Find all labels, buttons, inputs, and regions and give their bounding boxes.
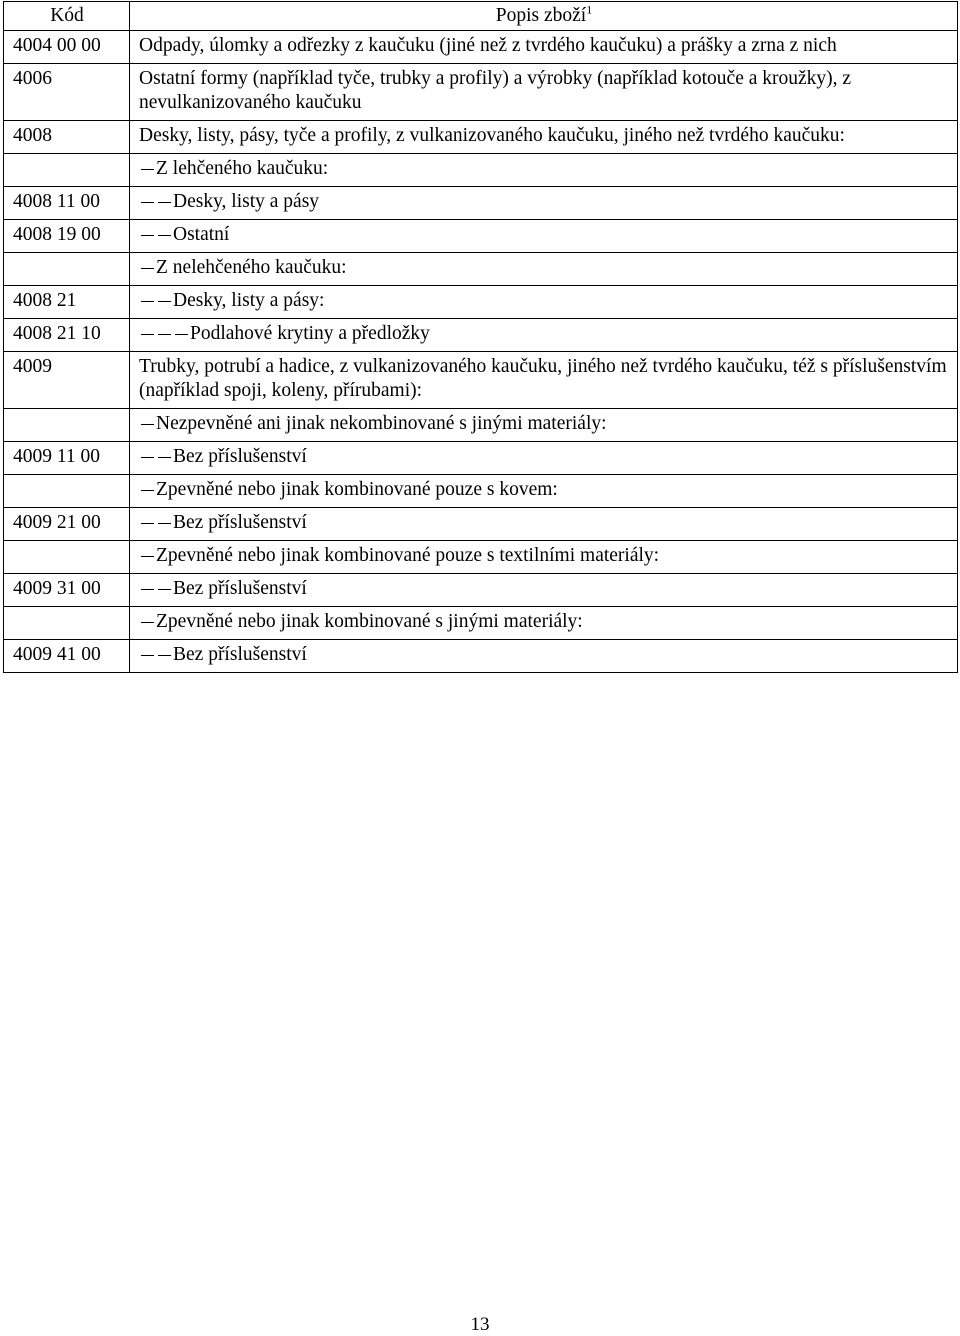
table-header xyxy=(4,2,958,31)
code-cell: 4006 xyxy=(4,64,130,121)
table-row xyxy=(4,442,958,475)
table-row xyxy=(4,64,958,121)
description-cell xyxy=(130,508,958,541)
indent-dash xyxy=(156,197,173,207)
code-cell: 4008 xyxy=(4,121,130,154)
table-row xyxy=(4,541,958,574)
indent-dash xyxy=(139,452,156,462)
table-row xyxy=(4,409,958,442)
code-cell: 4009 11 00 xyxy=(4,442,130,475)
table-body xyxy=(4,31,958,673)
description-cell xyxy=(130,253,958,286)
description-cell xyxy=(130,640,958,673)
code-cell xyxy=(4,541,130,574)
description-text: Z nelehčeného kaučuku: xyxy=(156,257,347,278)
indent-dash xyxy=(139,230,156,240)
indent-dash xyxy=(156,230,173,240)
indent-dash xyxy=(139,263,156,273)
description-cell xyxy=(130,574,958,607)
indent-dash xyxy=(156,329,173,339)
table-row xyxy=(4,352,958,409)
indent-dash xyxy=(139,197,156,207)
indent-dash xyxy=(139,329,156,339)
code-cell: 4008 11 00 xyxy=(4,187,130,220)
table-row xyxy=(4,475,958,508)
indent-dash xyxy=(156,296,173,306)
description-text: Ostatní formy (například tyče, trubky a profily) a výrobky (například kotouče a kroužky), z nevulkanizovaného kaučuku xyxy=(139,68,852,113)
description-cell xyxy=(130,154,958,187)
table-row xyxy=(4,253,958,286)
header-description-label: Popis zboží xyxy=(495,5,587,26)
code-cell: 4004 00 00 xyxy=(4,31,130,64)
page-number: 13 xyxy=(470,1314,490,1335)
description-cell xyxy=(130,121,958,154)
code-cell xyxy=(4,253,130,286)
table-row xyxy=(4,286,958,319)
description-cell xyxy=(130,286,958,319)
indent-dash xyxy=(139,485,156,495)
description-text: Ostatní xyxy=(173,224,230,245)
indent-dash xyxy=(139,551,156,561)
indent-dash xyxy=(156,584,173,594)
indent-dash xyxy=(139,164,156,174)
code-cell xyxy=(4,607,130,640)
indent-dash xyxy=(139,296,156,306)
description-cell xyxy=(130,319,958,352)
code-cell: 4009 xyxy=(4,352,130,409)
description-text: Odpady, úlomky a odřezky z kaučuku (jiné než z tvrdého kaučuku) a prášky a zrna z nich xyxy=(139,35,837,56)
description-cell xyxy=(130,31,958,64)
indent-dash xyxy=(139,650,156,660)
table-row xyxy=(4,640,958,673)
table-row xyxy=(4,508,958,541)
description-text: Desky, listy a pásy: xyxy=(173,290,325,311)
table-row xyxy=(4,154,958,187)
code-cell xyxy=(4,409,130,442)
indent-dash xyxy=(156,518,173,528)
table-row xyxy=(4,121,958,154)
table-row xyxy=(4,31,958,64)
description-text: Bez příslušenství xyxy=(173,512,307,533)
goods-table xyxy=(3,1,958,673)
table-row xyxy=(4,574,958,607)
description-text: Zpevněné nebo jinak kombinované s jinými materiály: xyxy=(156,611,583,632)
table-row xyxy=(4,607,958,640)
code-cell: 4009 31 00 xyxy=(4,574,130,607)
description-cell xyxy=(130,409,958,442)
indent-dash xyxy=(156,650,173,660)
description-cell xyxy=(130,541,958,574)
description-text: Zpevněné nebo jinak kombinované pouze s textilními materiály: xyxy=(156,545,660,566)
description-text: Bez příslušenství xyxy=(173,578,307,599)
code-cell: 4008 19 00 xyxy=(4,220,130,253)
indent-dash xyxy=(156,452,173,462)
description-text: Podlahové krytiny a předložky xyxy=(190,323,430,344)
description-cell xyxy=(130,607,958,640)
description-cell xyxy=(130,220,958,253)
code-cell: 4009 21 00 xyxy=(4,508,130,541)
description-text: Bez příslušenství xyxy=(173,644,307,665)
indent-dash xyxy=(173,329,190,339)
indent-dash xyxy=(139,617,156,627)
table-row xyxy=(4,187,958,220)
code-cell: 4008 21 10 xyxy=(4,319,130,352)
code-cell xyxy=(4,475,130,508)
indent-dash xyxy=(139,419,156,429)
indent-dash xyxy=(139,518,156,528)
description-cell xyxy=(130,64,958,121)
header-code: Kód xyxy=(4,2,130,31)
description-text: Desky, listy a pásy xyxy=(173,191,320,212)
description-text: Desky, listy, pásy, tyče a profily, z vulkanizovaného kaučuku, jiného než tvrdého kaučuku: xyxy=(139,125,845,146)
table-row xyxy=(4,220,958,253)
description-cell xyxy=(130,442,958,475)
description-text: Zpevněné nebo jinak kombinované pouze s kovem: xyxy=(156,479,558,500)
header-row xyxy=(4,2,958,31)
footnote-marker: 1 xyxy=(586,2,593,17)
description-cell xyxy=(130,475,958,508)
description-text: Nezpevněné ani jinak nekombinované s jinými materiály: xyxy=(156,413,607,434)
description-text: Bez příslušenství xyxy=(173,446,307,467)
description-cell xyxy=(130,352,958,409)
header-description xyxy=(130,2,958,31)
code-cell xyxy=(4,154,130,187)
code-cell: 4009 41 00 xyxy=(4,640,130,673)
description-text: Z lehčeného kaučuku: xyxy=(156,158,329,179)
description-text: Trubky, potrubí a hadice, z vulkanizovaného kaučuku, jiného než tvrdého kaučuku, též s příslušenstvím (například spoji, koleny, přírubami): xyxy=(139,356,947,401)
indent-dash xyxy=(139,584,156,594)
description-cell xyxy=(130,187,958,220)
code-cell: 4008 21 xyxy=(4,286,130,319)
table-row xyxy=(4,319,958,352)
